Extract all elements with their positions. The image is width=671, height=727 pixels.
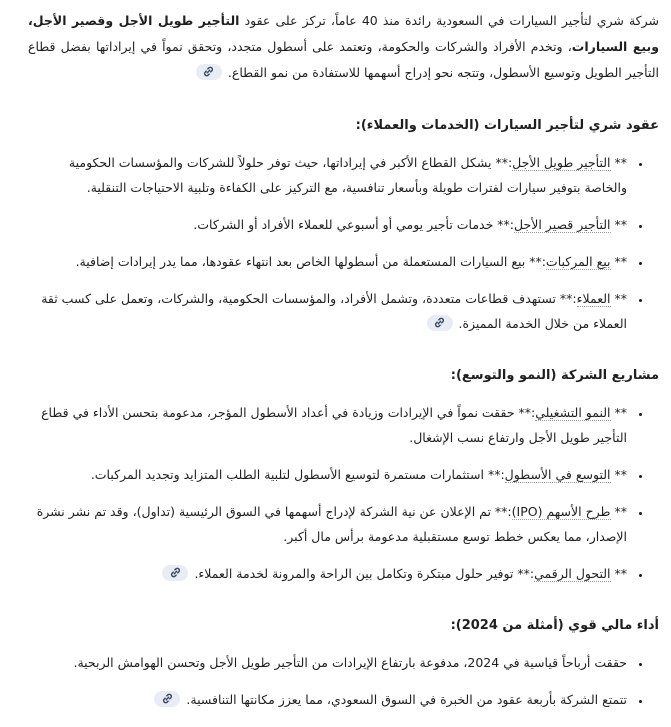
link-icon [202, 65, 215, 78]
term-link[interactable]: التأجير طويل الأجل [512, 155, 611, 170]
term-link[interactable]: طرح الأسهم (IPO) [511, 504, 611, 519]
term-link[interactable]: التأجير قصير الأجل [514, 217, 611, 232]
term-link[interactable]: العملاء [576, 291, 611, 306]
intro-paragraph [28, 8, 659, 86]
section-heading-financial: أداء مالي قوي (أمثلة من 2024): [450, 618, 659, 633]
list-item: • ** التأجير قصير الأجل:** خدمات تأجير يومي أو أسبوعي للعملاء الأفراد أو الشركات. [28, 212, 629, 237]
list-item: • ** العملاء:** تستهدف قطاعات متعددة، وتشمل الأفراد، والمؤسسات الحكومية، والشركات، وتعمل على كسب ثقة العملاء من خلال الخدمة المميزة. [28, 286, 629, 336]
intro-text-1: شركة شري لتأجير السيارات في السعودية رائدة منذ 40 عاماً، تركز على عقود [239, 13, 660, 28]
section-heading-services: عقود شري لتأجير السيارات (الخدمات والعملاء): [355, 118, 659, 133]
source-link-chip[interactable] [196, 64, 222, 80]
term-link[interactable]: بيع المركبات [545, 254, 611, 269]
list-item: • ** بيع المركبات:** بيع السيارات المستعملة من أسطولها الخاص بعد انتهاء عقودها، مما يدر إيرادات إضافية. [28, 249, 629, 274]
term-link[interactable]: التحول الرقمي [534, 566, 611, 581]
section-heading-projects: مشاريع الشركة (النمو والتوسع): [450, 368, 659, 383]
list-item: • ** التحول الرقمي:** توفير حلول مبتكرة وتكامل بين الراحة والمرونة لخدمة العملاء. [28, 561, 629, 586]
link-icon [169, 566, 182, 579]
services-list [28, 150, 659, 336]
source-link-chip[interactable] [162, 565, 188, 581]
intro-text-2: ، وتخدم الأفراد والشركات والحكومة، وتعتمد على أسطول متجدد، وتحقق نمواً في إيراداتها بفضل قطاع التأجير الطويل وتوسيع الأسطول، وتتجه نحو إدراج أسهمها للاستفادة من نمو القطاع. [28, 39, 659, 80]
list-item: • ** طرح الأسهم (IPO):** تم الإعلان عن نية الشركة لإدراج أسهمها في السوق الرئيسية (تداول)، وقد تم نشر نشرة الإصدار، مما يعكس خطط توسع مستقبلية مدعومة برأس مال أكبر. [28, 499, 629, 549]
term-link[interactable]: التوسع في الأسطول [504, 467, 611, 482]
intro-bold: التأجير طويل الأجل وقصير الأجل، وبيع السيارات [28, 13, 659, 54]
source-link-chip[interactable] [154, 691, 180, 707]
list-item: • ** التأجير طويل الأجل:** يشكل القطاع الأكبر في إيراداتها، حيث توفر حلولاً للشركات والمؤسسات الحكومية والخاصة بتوفير سيارات لفترات طويلة وبأسعار تنافسية، مع التركيز على الكفاءة وتلبية الاحتياجات التنقلية. [28, 150, 629, 200]
source-link-chip[interactable] [427, 315, 453, 331]
document [20, 0, 671, 712]
list-item: • تتمتع الشركة بأربعة عقود من الخبرة في السوق السعودي، مما يعزز مكانتها التنافسية. [28, 687, 629, 712]
link-icon [161, 692, 174, 705]
term-link[interactable]: النمو التشغيلي [535, 405, 611, 420]
list-item: • ** التوسع في الأسطول:** استثمارات مستمرة لتوسيع الأسطول لتلبية الطلب المتزايد وتجديد المركبات. [28, 462, 629, 487]
projects-list [28, 400, 659, 586]
list-item: • ** النمو التشغيلي:** حققت نمواً في الإيرادات وزيادة في أعداد الأسطول المؤجر، مدعومة بتحسن الأداء في قطاع التأجير طويل الأجل وارتفاع نسب الإشغال. [28, 400, 629, 450]
link-icon [433, 316, 446, 329]
list-item: • حققت أرباحاً قياسية في 2024، مدفوعة بارتفاع الإيرادات من التأجير طويل الأجل وتحسن الهوامش الربحية. [28, 650, 629, 675]
financial-list [28, 650, 659, 712]
